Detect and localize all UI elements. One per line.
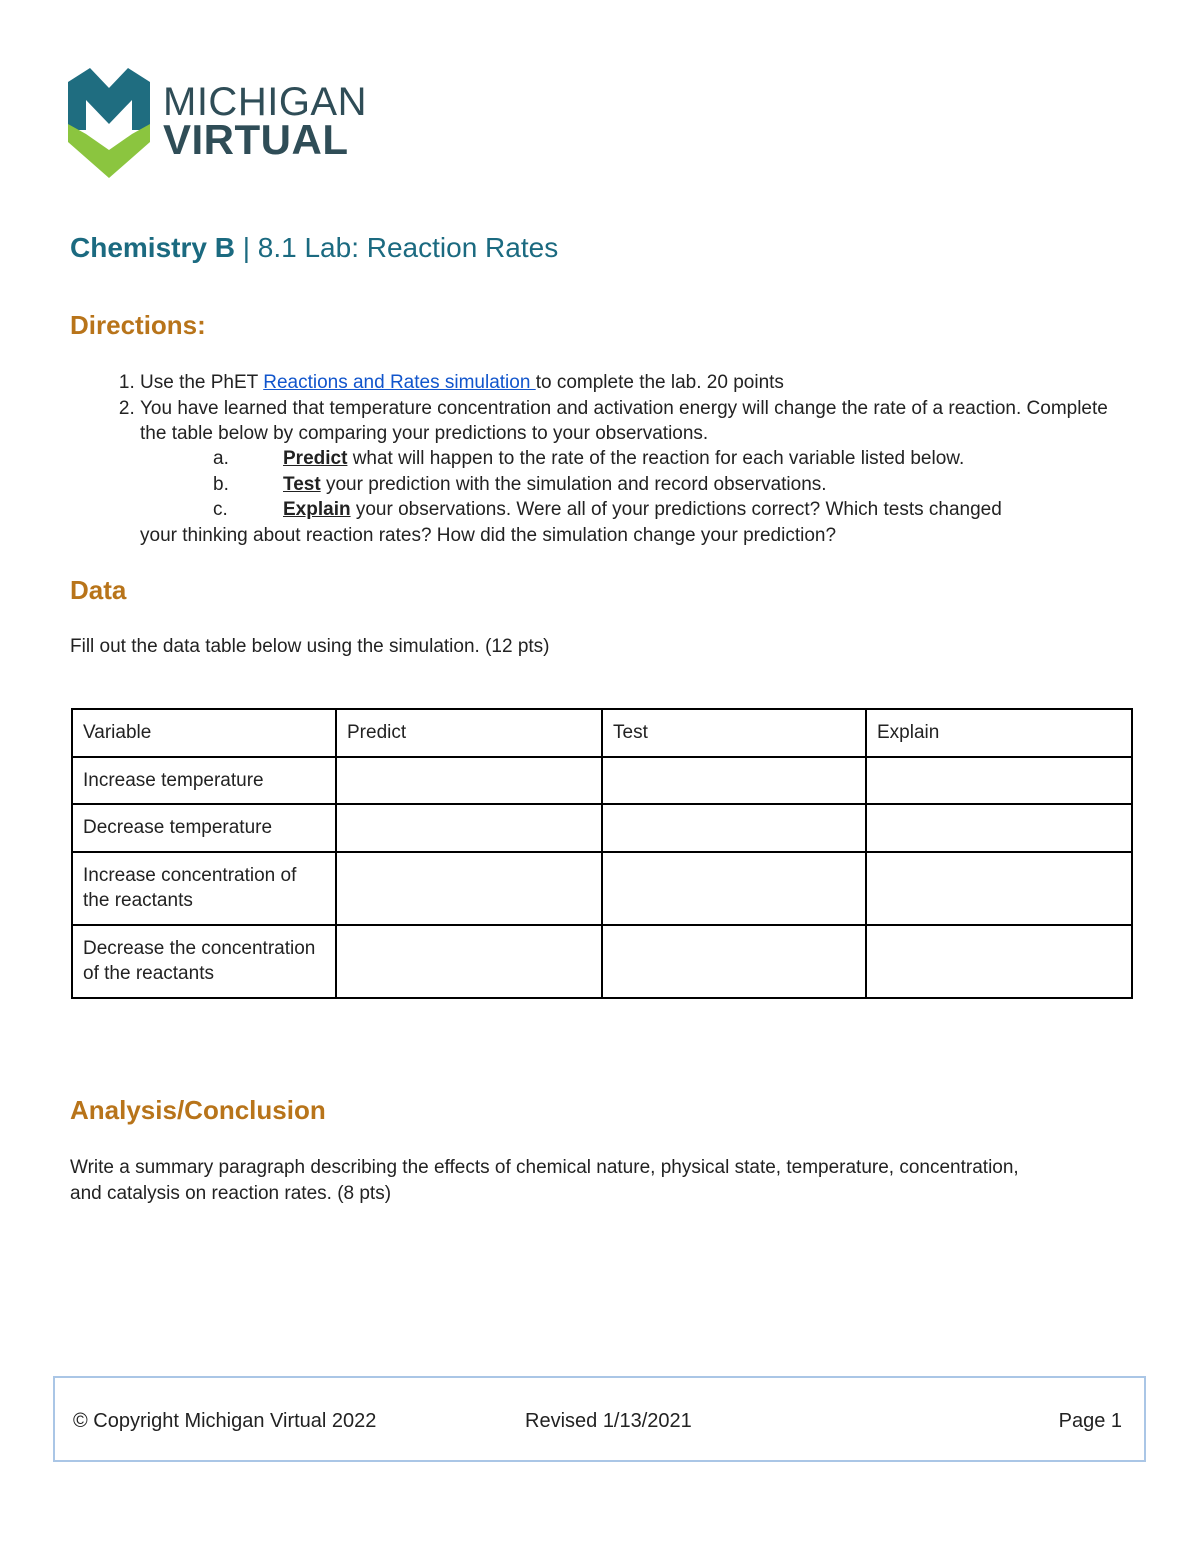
footer-page-number: Page 1 [1058,1410,1122,1432]
subitem-key: Test [283,473,321,495]
subitem-text: your prediction with the simulation and record observations. [320,473,827,495]
direction-item-1-pre: Use the PhET [140,372,264,393]
explain-cell[interactable] [866,852,1132,925]
data-heading: Data [70,575,127,605]
table-row [72,852,1132,925]
test-cell[interactable] [602,804,866,852]
explain-cell[interactable] [866,804,1132,852]
subitem-continuation: your thinking about reaction rates? How did the simulation change your prediction? [140,524,837,546]
predict-cell[interactable] [336,757,602,805]
subitem-key: Predict [283,448,348,469]
footer-copyright: © Copyright Michigan Virtual 2022 [73,1410,377,1432]
predict-cell[interactable] [336,925,602,998]
variable-cell: Increase concentration of the reactants [72,852,336,925]
direction-item-2 [140,396,1130,447]
page-title [70,232,558,264]
subitem-text: what will happen to the rate of the reaction for each variable listed below. [347,448,965,469]
subitem-test [140,472,1140,498]
subitem-predict [140,446,1140,472]
subitem-letter: a. [213,448,229,469]
table-row [72,804,1132,852]
analysis-text: Write a summary paragraph describing the effects of chemical nature, physical state, temperature, concentration, and catalysis on reaction rates. (8 pts) [70,1157,1019,1204]
header-variable: Variable [72,709,336,757]
header-explain: Explain [866,709,1132,757]
header-test: Test [602,709,866,757]
logo-word-michigan: MICHIGAN [163,80,367,124]
test-cell[interactable] [602,925,866,998]
test-cell[interactable] [602,757,866,805]
title-separator: | [234,232,258,263]
test-cell[interactable] [602,852,866,925]
footer-revised: Revised 1/13/2021 [525,1410,692,1432]
variable-cell: Decrease the concentration of the reactants [72,925,336,998]
direction-item-1-post: to complete the lab. 20 points [535,372,784,393]
subitem-letter: b. [213,473,229,495]
directions-list [70,370,1130,447]
table-header-row [72,709,1132,757]
subitem-key: Explain [283,499,351,520]
data-instruction: Fill out the data table below using the simulation. (12 pts) [70,636,550,657]
explain-cell[interactable] [866,925,1132,998]
data-table [71,708,1133,999]
explain-cell[interactable] [866,757,1132,805]
phet-simulation-link[interactable]: Reactions and Rates simulation [263,372,536,393]
page-footer [53,1376,1146,1462]
direction-item-1 [140,370,1130,396]
logo-word-virtual: VIRTUAL [163,116,349,163]
analysis-heading: Analysis/Conclusion [70,1095,326,1125]
directions-heading: Directions: [70,310,206,340]
subitem-explain [140,497,1140,523]
table-row [72,925,1132,998]
direction-item-2-text: You have learned that temperature concentration and activation energy will change the rate of a reaction. Complete the table below by comparing your predictions to your observations. [140,397,1108,444]
table-row [72,757,1132,805]
direction-subitems [140,446,1140,548]
lab-name: 8.1 Lab: Reaction Rates [257,232,559,263]
header-predict: Predict [336,709,602,757]
variable-cell: Decrease temperature [72,804,336,852]
variable-cell: Increase temperature [72,757,336,805]
predict-cell[interactable] [336,852,602,925]
subitem-text: your observations. Were all of your predictions correct? Which tests changed [350,499,1002,520]
logo-mark-icon [68,68,150,180]
predict-cell[interactable] [336,804,602,852]
michigan-virtual-logo [68,68,367,183]
subitem-letter: c. [213,499,228,520]
course-name: Chemistry B [70,232,235,263]
